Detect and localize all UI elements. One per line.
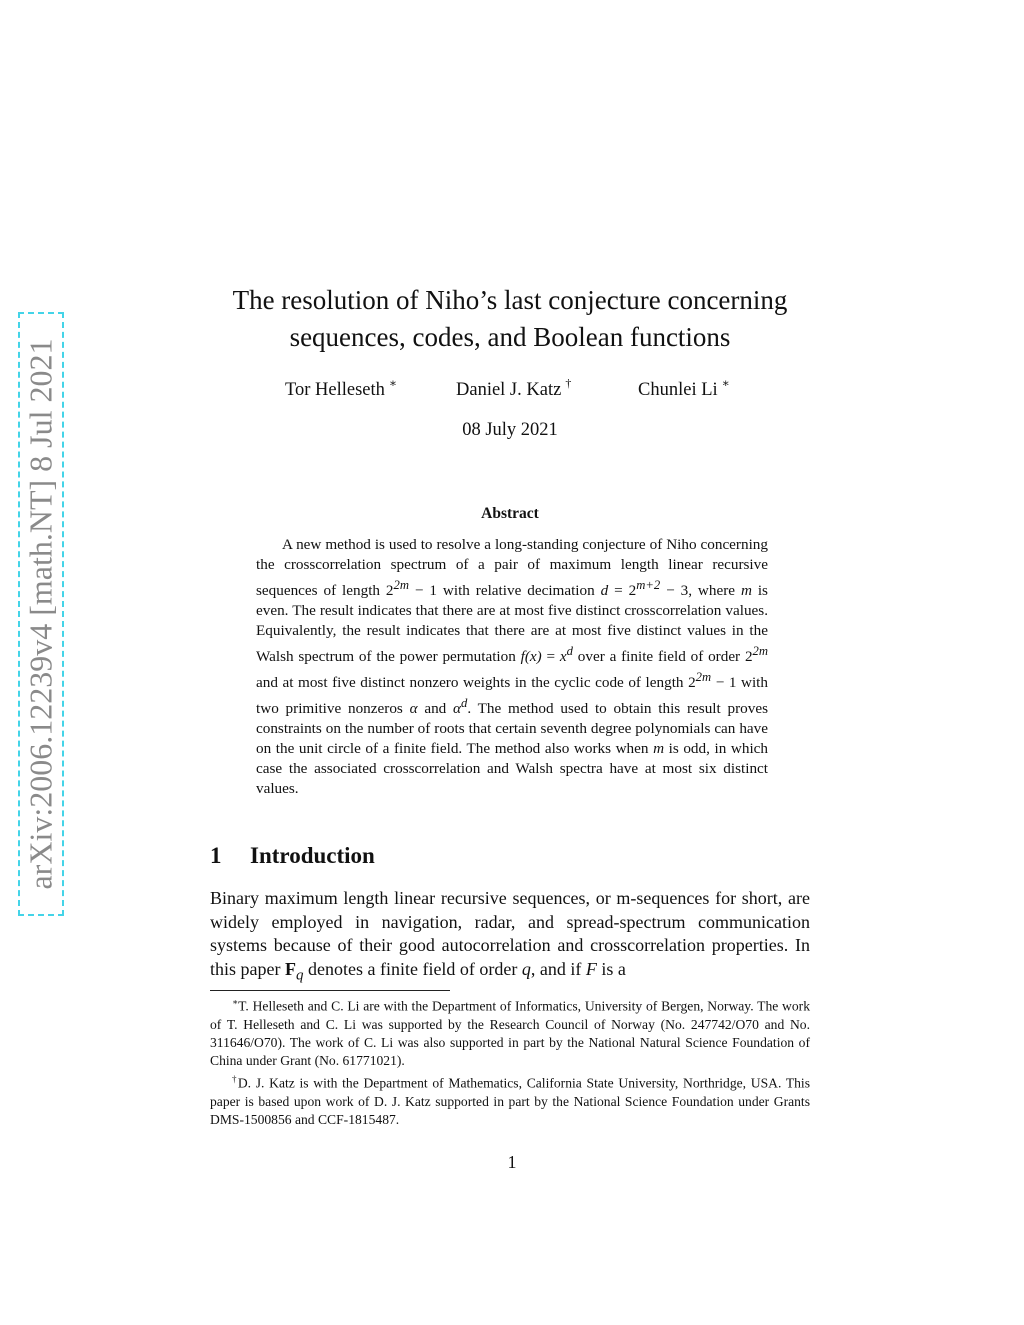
footnote-affiliation-bergen: ∗T. Helleseth and C. Li are with the Department of Informatics, University of Bergen, Norway. The work of T. Helleseth and C. Li was supported by the Research Council of Norway (No. 247742/O70 and No. 311646/O70). The work of C. Li was also supported in part by the National Natural Science Foundation of China under Grant (No. 61771021).: [210, 997, 810, 1069]
author-name: Chunlei Li: [638, 380, 718, 400]
page-number: 1: [507, 1152, 517, 1172]
section-number: 1: [210, 843, 222, 868]
abstract-heading: Abstract: [481, 505, 539, 522]
abstract-text: A new method is used to resolve a long-standing conjecture of Niho concerning the crosscorrelation spectrum of a pair of maximum length linear recursive sequences of length $2^{2m} - 1$ with relative decimation $d = 2^{m+2} - 3$, where m is even. The result indicates that there are at most five distinct crosscorrelation values. Equivalently, the result indicates that there are at most five distinct values in the Walsh spectrum of the power permutation $f(x) = x^d$ over a finite field of order $2^{2m}$ and at most five distinct nonzero weights in the cyclic code of length $2^{2m} - 1$ with two primitive nonzeros α and $\alpha^d$. The method used to obtain this result proves constraints on the number of roots that certain seventh degree polynomials can have on the unit circle of a finite field. The method also works when m is odd, in which case the associated crosscorrelation and Walsh spectra have at most six distinct values.: [256, 536, 769, 798]
author-name: Daniel J. Katz: [456, 380, 562, 400]
section-heading-introduction: [210, 843, 375, 869]
arxiv-identifier: arXiv:2006.12239v4 [math.NT] 8 Jul 2021: [22, 338, 59, 890]
footnotes: [210, 993, 810, 1129]
footnote-rule: [210, 990, 450, 991]
author-name: Tor Helleseth: [285, 380, 385, 400]
paper-title: [150, 282, 870, 356]
author-katz: [456, 376, 571, 401]
affiliation-mark: ∗: [388, 376, 398, 390]
footnote-affiliation-csun: †D. J. Katz is with the Department of Mathematics, California State University, Northridge, USA. This paper is based upon work of D. J. Katz supported in part by the National Science Foundation under Grants DMS-1500856 and CCF-1815487.: [210, 1074, 810, 1128]
arxiv-sidebar-stamp: [18, 312, 64, 916]
affiliation-mark: ∗: [721, 376, 730, 390]
author-li: [638, 376, 730, 401]
introduction-paragraph: Binary maximum length linear recursive sequences, or m-sequences for short, are widely employed in navigation, radar, and spread-spectrum communication systems because of their good autocorrelation and crosscorrelation properties. In this paper $F_q$ denotes a finite field of order q, and if F is a: [210, 888, 810, 984]
section-title: Introduction: [250, 843, 375, 868]
affiliation-mark: †: [565, 376, 572, 390]
paper-date: 08 July 2021: [462, 420, 558, 440]
title-line-2: sequences, codes, and Boolean functions: [289, 322, 731, 352]
author-helleseth: [285, 376, 397, 401]
title-line-1: The resolution of Niho’s last conjecture concerning: [232, 285, 788, 315]
